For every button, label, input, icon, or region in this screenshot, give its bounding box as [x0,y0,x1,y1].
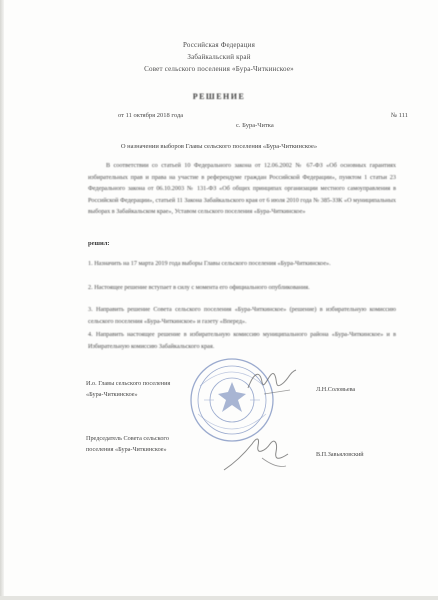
page-bottom-edge [0,596,438,600]
signature-1-role-line1: И.о. Главы сельского поселения [86,380,171,387]
page-fold-shadow [0,0,4,600]
document-date: от 11 октября 2018 года [118,112,184,119]
signature-2-role-line1: Председатель Совета сельского [86,435,169,442]
document-place: с. Бура-Читка [236,122,274,129]
resolution-item-4: 4. Направить настоящее решение в избирательную комиссию муниципального района «Бура-Читкинское» и в Избирательную комиссию Забайкальского края. [88,331,396,350]
resolution-item-1: 1. Назначить на 17 марта 2019 года выборы Главы сельского поселения «Бура-Читкинское». [88,260,331,267]
signature-2-name: В.П.Завьяловский [316,451,364,458]
header-region: Забайкальский край [187,53,251,61]
signature-2-role-line2: поселения «Бура-Читкинское» [86,446,167,453]
signature-1-role [86,378,170,400]
signature-1-name: Л.Н.Соловьева [316,386,356,393]
resolution-item-2: 2. Настоящее решение вступает в силу с момента его официального опубликования. [88,284,310,291]
document-subject: О назначении выборов Главы сельского поселения «Бура-Читкинское» [120,143,318,150]
header-country: Российская Федерация [182,41,256,49]
signature-2-scribble-icon [222,432,292,474]
signature-1-scribble-icon [244,364,304,400]
signature-1-role-line2: «Бура-Читкинское» [86,391,138,398]
preamble-paragraph: В соответствии со статьей 10 Федерального закона от 12.06.2002 № 67-ФЗ «Об основных гарантиях избирательных прав и права на участие в референдуме граждан Российской Федерации», пунктом 1 статьи 23 Федерального закона от 06.10.2003 № 131-ФЗ «Об общих принципах организации местного самоуправления в Российской Федерации», статьей 11 Закона Забайкальского края от 6 июля 2010 года № 385-ЗЗК «О муниципальных выборах в Забайкальском крае», Уставом сельского поселения «Бура-Читкинское» [88,162,396,215]
resolved-label: решил: [88,240,110,247]
document-number: № 111 [390,112,408,119]
signature-2-role [86,433,169,455]
header-council: Совет сельского поселения «Бура-Читкинское» [144,65,294,73]
document-title: РЕШЕНИЕ [192,92,246,101]
resolution-item-3: 3. Направить решение Совета сельского поселения «Бура-Читкинское» (решение) в избирательную комиссию сельского поселения «Бура-Читкинское» и газету «Вперед». [88,306,396,325]
